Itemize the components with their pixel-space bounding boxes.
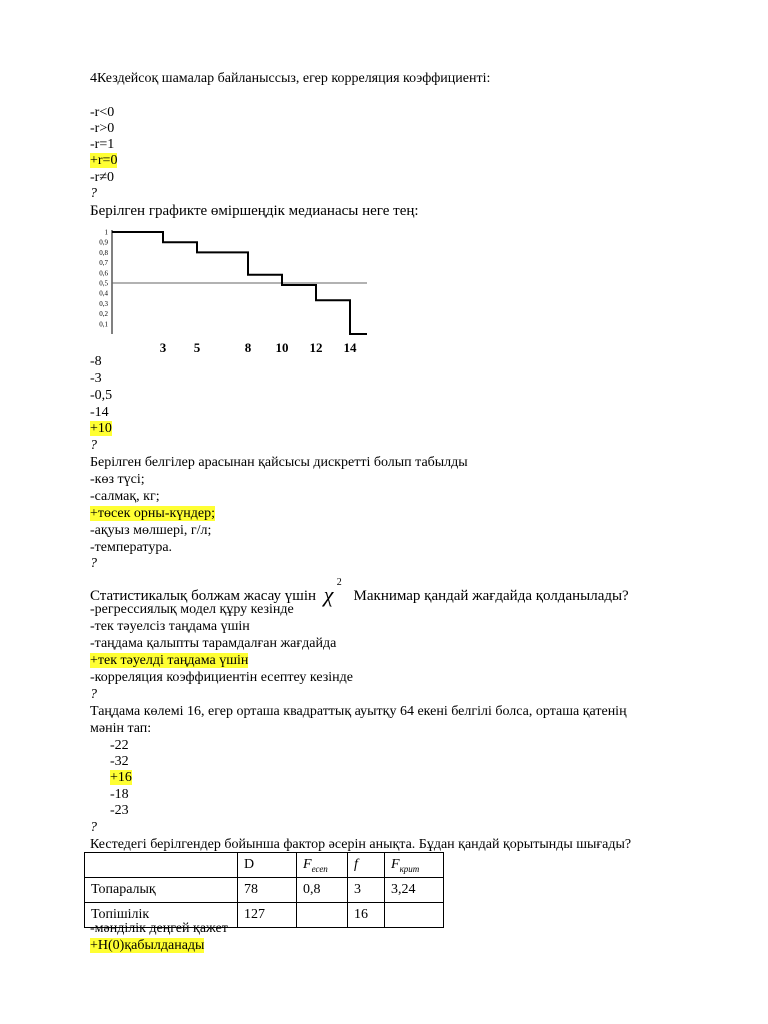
y-tick-label: 0,2 [99,310,108,319]
table-cell: 16 [348,903,385,928]
q6-option-2-correct: +Н(0)қабылданады [90,938,205,953]
question-5-line-1: Таңдама көлемі 16, егер орташа квадраттық ауытқу 64 екені белгілі болса, орташа қатенің [90,704,627,719]
q5-option-2: -32 [110,754,129,769]
y-tick-label: 0,4 [99,289,108,298]
y-tick-label: 0,5 [99,279,108,288]
y-tick-label: 0,3 [99,299,108,308]
x-tick-label: 12 [309,340,323,355]
q1-option-2: -r>0 [90,121,115,136]
table-cell: 127 [238,903,297,928]
y-tick-label: 0,9 [99,238,108,247]
q4-separator: ? [90,687,97,702]
question-1-text: 4Кездейсоқ шамалар байланыссыз, егер корреляция коэффициенті: [90,71,491,86]
table-cell: 78 [238,878,297,903]
q4-option-4-correct: +тек тәуелді таңдама үшін [90,653,249,668]
table-row [85,878,444,903]
q4-option-1: -регрессиялық модел құру кезінде [90,602,294,617]
chi-square-symbol: χ 2 [323,577,342,607]
y-tick-label: 0,8 [99,248,108,257]
table-cell: 3 [348,878,385,903]
q2-option-1: -8 [90,354,102,369]
x-tick-label: 3 [159,340,167,355]
table-header-f-esep: $F_{есеп}$ [297,853,348,878]
q3-option-4: -ақуыз мөлшері, г/л; [90,523,212,538]
table-cell [385,903,444,928]
q4-text-pre: Статистикалық болжам жасау үшін [90,588,317,604]
y-tick-label: 0,7 [99,259,108,268]
q2-option-3: -0,5 [90,388,113,403]
table-cell: Топаралық [85,878,238,903]
table-header-row [85,853,444,878]
question-5-line-2: мәнін тап: [90,721,152,736]
table-cell: 3,24 [385,878,444,903]
q4-option-5: -корреляция коэффициентін есептеу кезінде [90,670,353,685]
q2-option-2: -3 [90,371,102,386]
table-cell: 0,8 [297,878,348,903]
q1-option-5: -r≠0 [90,170,115,185]
question-3-text: Берілген белгілер арасынан қайсысы дискретті болып табылды [90,455,468,470]
q1-option-1: -r<0 [90,105,115,120]
q3-option-2: -салмақ, кг; [90,489,160,504]
q2-option-5-correct: +10 [90,421,112,436]
table-header-f-krit: $F_{крит}$ [385,853,444,878]
q1-separator: ? [90,186,97,201]
x-tick-label: 5 [193,340,201,355]
q6-option-1: -мәнділік деңгей қажет [90,921,228,936]
q5-option-1: -22 [110,738,129,753]
q2-separator: ? [90,438,97,453]
y-tick-label: 0,1 [99,320,108,329]
q3-option-5: -температура. [90,540,173,555]
table-header-f-small: f [348,853,385,878]
q3-option-1: -көз түсі; [90,472,145,487]
q2-option-4: -14 [90,405,109,420]
x-tick-label: 10 [275,340,289,355]
q5-separator: ? [90,820,97,835]
table-cell [297,903,348,928]
q1-option-3: -r=1 [90,137,115,152]
anova-table [84,852,444,928]
x-tick-label: 8 [244,340,252,355]
q5-option-4: -18 [110,787,129,802]
q5-option-3-correct: +16 [110,770,132,785]
question-2-text: Берілген графикте өміршеңдік медианасы неге тең: [90,203,419,219]
x-tick-labels [160,340,357,355]
q4-option-2: -тек тәуелсіз таңдама үшін [90,619,250,634]
q4-text-post: Макнимар қандай жағдайда қолданылады? [353,588,629,604]
q3-option-3-correct: +төсек орны-күндер; [90,506,215,521]
table-cell: Топішілік [85,903,238,928]
q3-separator: ? [90,556,97,571]
survival-step-chart [88,226,357,356]
y-tick-label: 0,6 [99,269,108,278]
table-header-empty [85,853,238,878]
q5-option-5: -23 [110,803,129,818]
q1-option-4-correct: +r=0 [90,153,118,168]
table-header-d: D [238,853,297,878]
question-6-text: Кестедегі берілгендер бойынша фактор әсерін анықта. Бұдан қандай қорытынды шығады? [90,837,632,852]
y-tick-label: 1 [104,228,108,237]
q4-option-3: -таңдама қалыпты тарамдалған жағдайда [90,636,337,651]
y-tick-labels [99,229,108,329]
x-tick-label: 14 [343,340,357,355]
